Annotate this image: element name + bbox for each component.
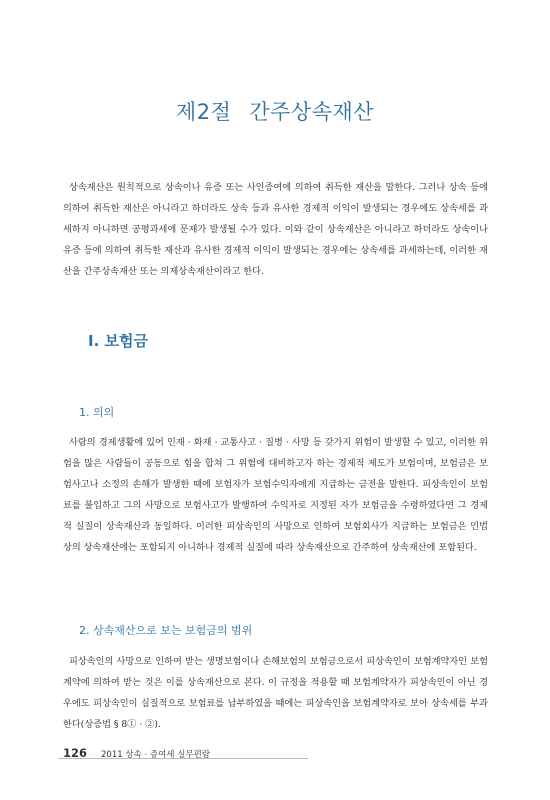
chapter-number: 제2절: [175, 100, 232, 124]
subsection-2-body: 피상속인의 사망으로 인하여 받는 생명보험이나 손해보험의 보험금으로서 피상속인이 보험계약자인 보험계약에 의하여 받는 것은 이를 상속재산으로 본다. 이 규정을 적용할 때 보험계약자가 피상속인이 아닌 경우에도 피상속인이 실질적으로 보험료를 납부하였을 때에는 피상속인을 보험계약자로 보아 상속세를 부과한다(상증법 § 8① · ②).: [63, 656, 488, 730]
chapter-title-text: 간주상속재산: [249, 100, 375, 124]
intro-paragraph: 상속재산은 원칙적으로 상속이나 유증 또는 사인증여에 의하여 취득한 재산을 말한다. 그러나 상속 등에 의하여 취득한 재산은 아니라고 하더라도 상속 등과 유사한 경제적 이익이 발생되는 경우에도 상속세를 과세하지 아니하면 공평과세에 문제가 발생될 수가 있다. 이와 같이 상속재산은 아니라고 하더라도 상속이나 유증 등에 의하여 취득한 재산과 유사한 경제적 이익이 발생되는 경우에는 상속세를 과세하는데, 이러한 재산을 간주상속재산 또는 의제상속재산이라고 한다.: [63, 182, 488, 277]
subsection-1-body: 사람의 경제생활에 있어 인재 · 화재 · 교통사고 · 질병 · 사망 등 갖가지 위험이 발생할 수 있고, 이러한 위험을 많은 사람들이 공동으로 힘을 합쳐 그 위험에 대비하고자 하는 경제적 제도가 보험이며, 보험금은 보험사고나 소정의 손해가 발생한 때에 보험자가 보험수익자에게 지급하는 금전을 말한다. 피상속인이 보험료를 불입하고 그의 사망으로 보험사고가 발행하여 수익자로 지정된 자가 보험금을 수령하였다면 그 경제적 실질이 상속재산과 동일하다. 이러한 피상속인의 사망으로 인하여 보험회사가 지급하는 보험금은 민법상의 상속재산에는 포함되지 아니하나 경제적 실질에 따라 상속재산으로 간주하여 상속재산에 포함된다.: [63, 437, 488, 553]
footer-rule: [58, 758, 308, 759]
chapter-title: [0, 96, 550, 126]
page-number: 126: [63, 746, 88, 760]
subsection-heading-1: 1. 의의: [79, 406, 115, 419]
section-heading: Ⅰ. 보험금: [88, 332, 148, 350]
subsection-heading-2: 2. 상속재산으로 보는 보험금의 범위: [79, 624, 253, 637]
footer-text: 2011 상속 · 증여세 실무편람: [101, 750, 211, 760]
